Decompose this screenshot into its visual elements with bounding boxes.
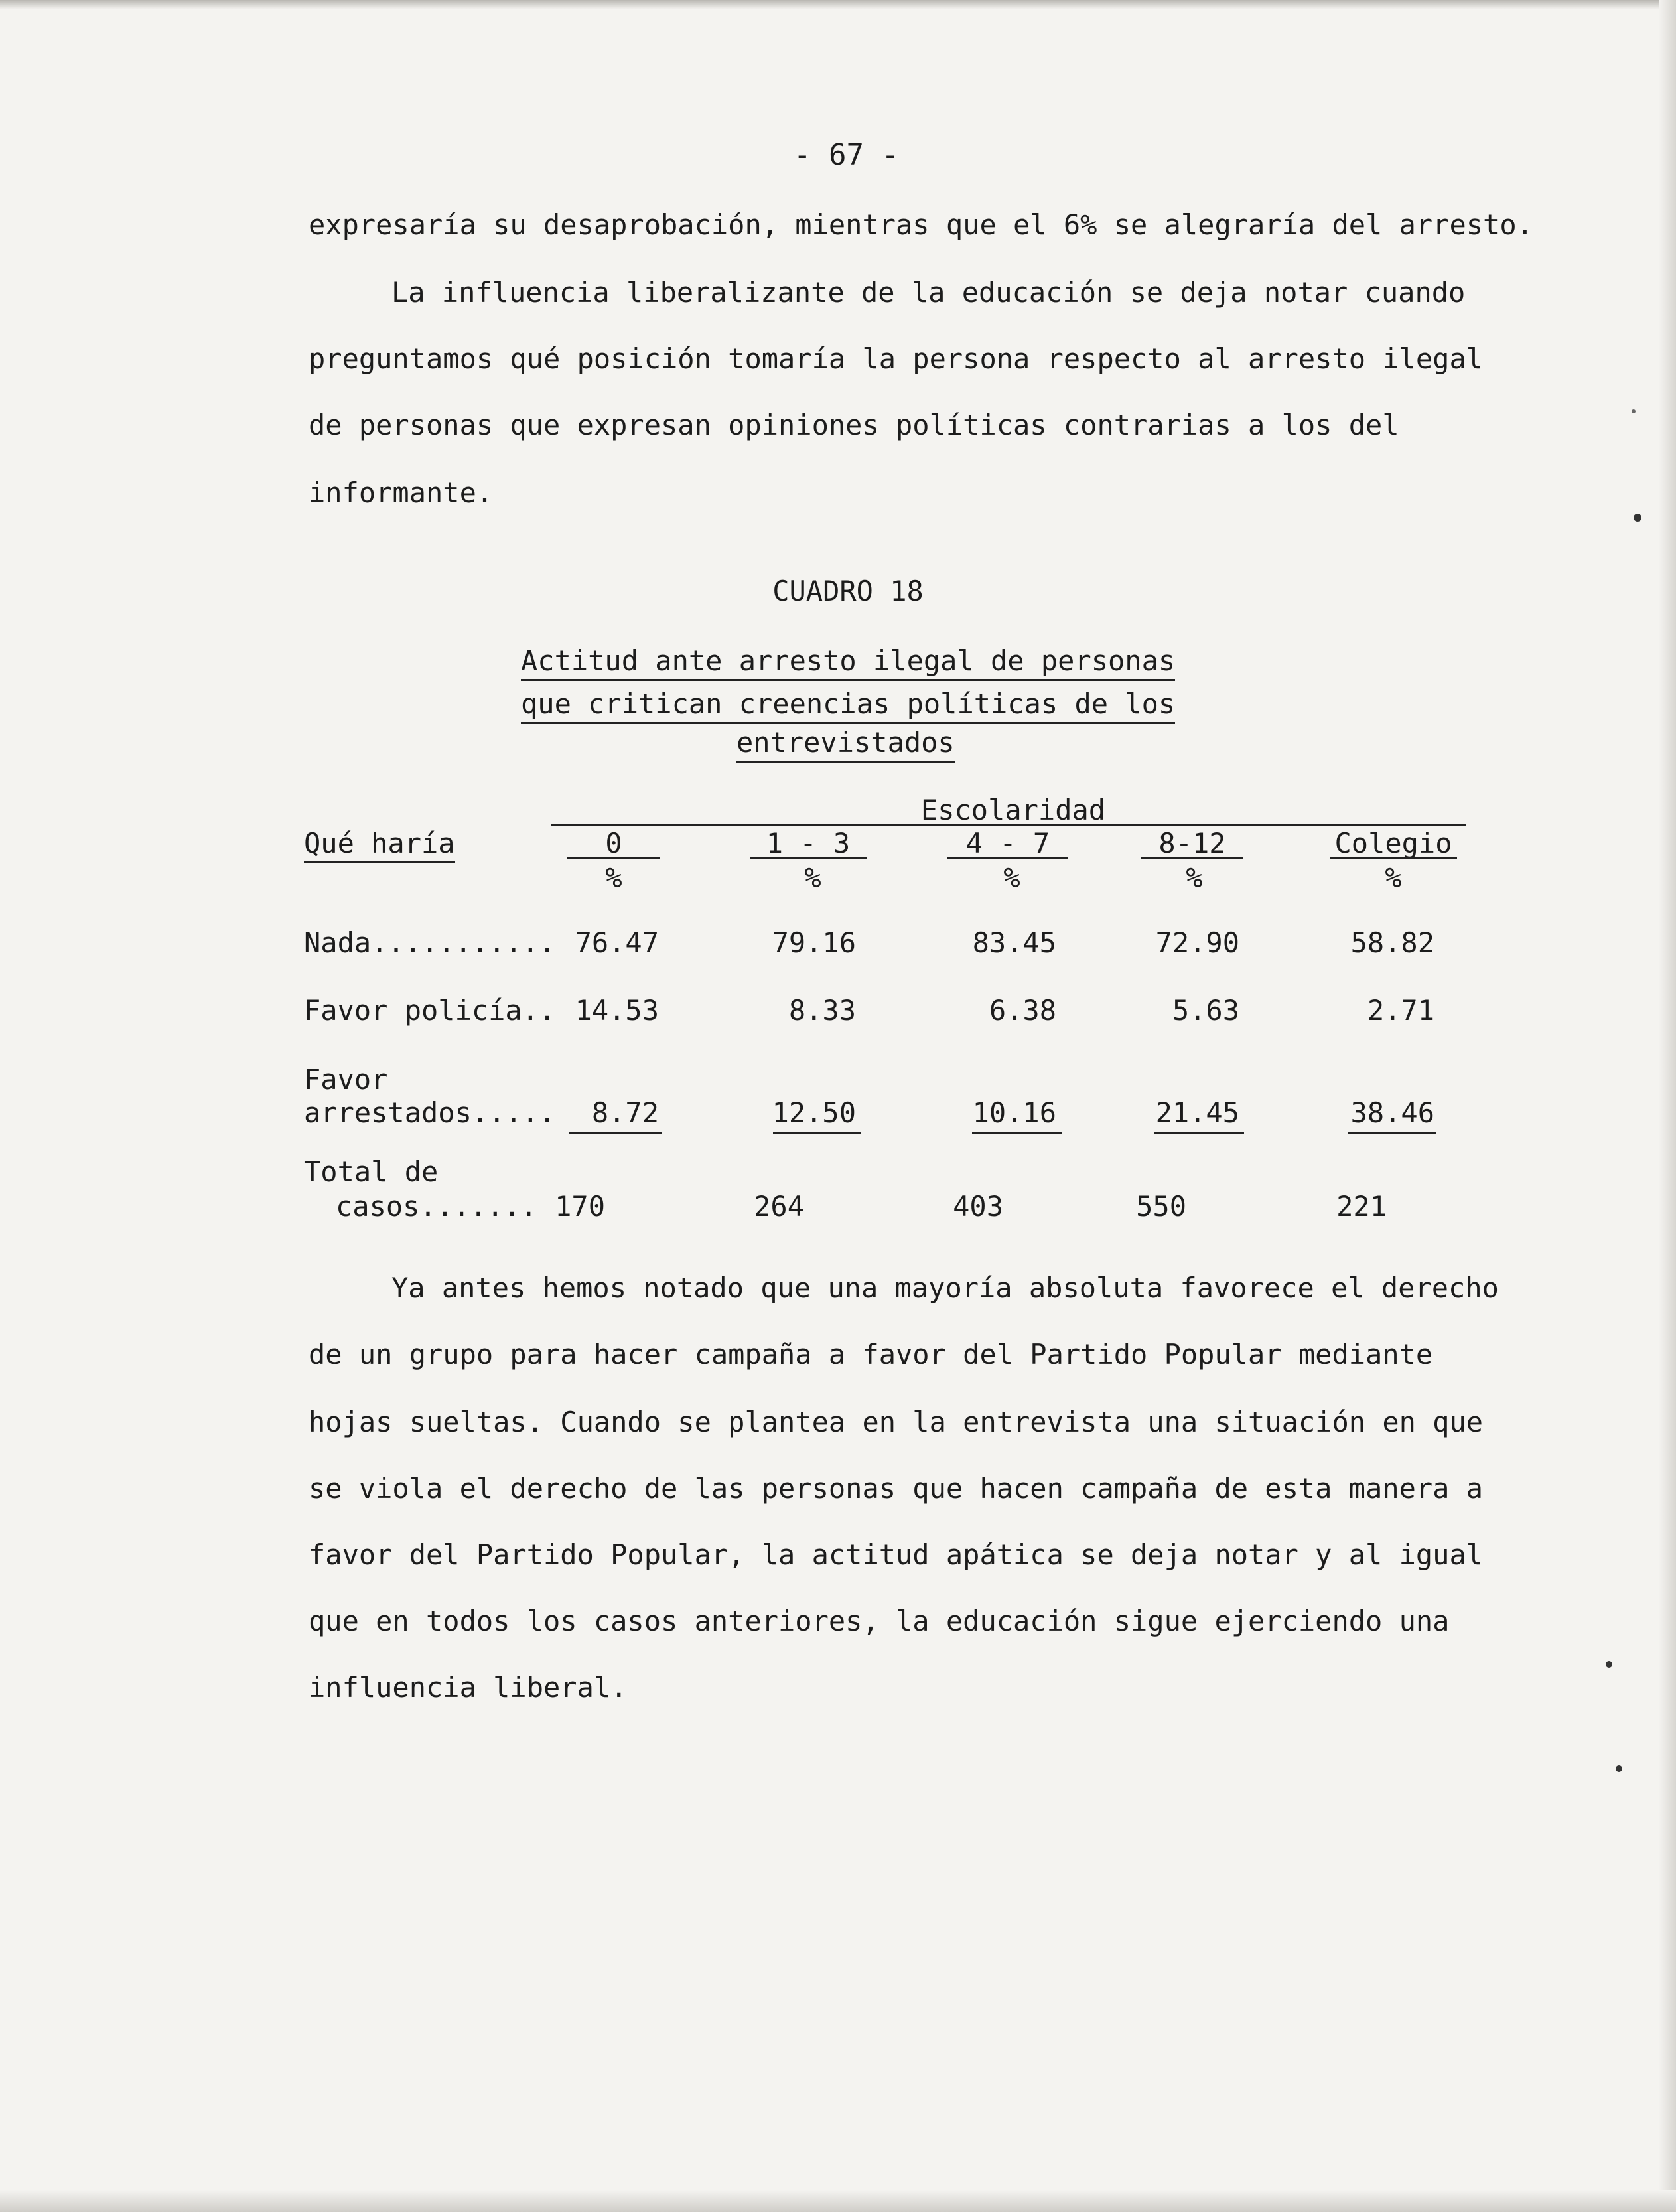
row-label-nada: Nada........... bbox=[304, 926, 556, 959]
table-cell: 170 bbox=[555, 1190, 605, 1222]
row-label-favor-arrestados: arrestados..... bbox=[304, 1096, 556, 1129]
row-label-favor-arrestados: Favor bbox=[304, 1063, 388, 1096]
table-cell: 6.38 bbox=[989, 994, 1056, 1027]
row-label-total-casos: Total de bbox=[304, 1155, 439, 1188]
table-cell: 21.45 bbox=[1155, 1096, 1239, 1129]
total-rule bbox=[1154, 1132, 1244, 1134]
unit-label: % bbox=[804, 861, 821, 894]
total-rule bbox=[773, 1132, 861, 1134]
table-cell: 72.90 bbox=[1155, 926, 1239, 959]
paragraph2-line: Ya antes hemos notado que una mayoría absoluta favorece el derecho bbox=[391, 1272, 1499, 1304]
column-header: 0 bbox=[605, 827, 622, 859]
unit-label: % bbox=[1385, 861, 1402, 894]
table-cell: 8.33 bbox=[788, 994, 856, 1027]
column-header: 1 - 3 bbox=[766, 827, 851, 859]
table-cell: 10.16 bbox=[972, 1096, 1056, 1129]
paragraph2-line: influencia liberal. bbox=[309, 1671, 628, 1704]
paragraph1-line: preguntamos qué posición tomaría la persona respecto al arresto ilegal bbox=[309, 342, 1484, 375]
row-label-total-casos: casos....... bbox=[336, 1190, 537, 1222]
header-rule bbox=[551, 824, 1466, 826]
table-cell: 221 bbox=[1336, 1190, 1387, 1222]
column-header: Colegio bbox=[1334, 827, 1452, 859]
table-cell: 5.63 bbox=[1172, 994, 1239, 1027]
column-rule bbox=[947, 857, 1068, 859]
table-title-line: Actitud ante arresto ilegal de personas bbox=[521, 647, 1175, 675]
table-cell: 403 bbox=[953, 1190, 1003, 1222]
unit-label: % bbox=[1186, 861, 1203, 894]
table-cell: 83.45 bbox=[972, 926, 1056, 959]
column-rule bbox=[1330, 857, 1457, 859]
table-title-line: que critican creencias políticas de los bbox=[521, 690, 1175, 718]
table-label: CUADRO 18 bbox=[772, 575, 924, 607]
unit-label: % bbox=[1003, 861, 1020, 894]
paragraph2-line: favor del Partido Popular, la actitud apática se deja notar y al igual bbox=[309, 1538, 1484, 1571]
column-rule bbox=[1141, 857, 1243, 859]
paragraph2-line: hojas sueltas. Cuando se plantea en la entrevista una situación en que bbox=[309, 1406, 1484, 1438]
column-rule bbox=[567, 857, 660, 859]
row-label-favor-policia: Favor policía.. bbox=[304, 994, 556, 1027]
table-cell: 12.50 bbox=[772, 1096, 856, 1129]
table-cell: 14.53 bbox=[575, 994, 659, 1027]
table-cell: 8.72 bbox=[591, 1096, 659, 1129]
table-cell: 2.71 bbox=[1367, 994, 1434, 1027]
column-header: 8-12 bbox=[1158, 827, 1226, 859]
table-cell: 550 bbox=[1136, 1190, 1186, 1222]
paragraph2-line: se viola el derecho de las personas que hacen campaña de esta manera a bbox=[309, 1472, 1484, 1505]
unit-label: % bbox=[605, 861, 622, 894]
table-cell: 264 bbox=[754, 1190, 804, 1222]
paragraph2-line: de un grupo para hacer campaña a favor del Partido Popular mediante bbox=[309, 1338, 1433, 1370]
table-cell: 79.16 bbox=[772, 926, 856, 959]
row-header: Qué haría bbox=[304, 830, 455, 857]
total-rule bbox=[1348, 1132, 1436, 1134]
paragraph1-line: La influencia liberalizante de la educación se deja notar cuando bbox=[391, 276, 1466, 309]
paragraph2-line: que en todos los casos anteriores, la educación sigue ejerciendo una bbox=[309, 1605, 1450, 1637]
total-rule bbox=[569, 1132, 662, 1134]
page-number: - 67 - bbox=[794, 138, 899, 172]
paragraph1-line: informante. bbox=[309, 477, 494, 509]
table-cell: 58.82 bbox=[1350, 926, 1434, 959]
paragraph1-line: de personas que expresan opiniones políticas contrarias a los del bbox=[309, 409, 1399, 441]
column-rule bbox=[750, 857, 867, 859]
table-cell: 76.47 bbox=[575, 926, 659, 959]
table-title-line: entrevistados bbox=[736, 729, 955, 757]
group-header-escolaridad: Escolaridad bbox=[920, 794, 1106, 826]
table-cell: 38.46 bbox=[1350, 1096, 1434, 1129]
column-header: 4 - 7 bbox=[965, 827, 1050, 859]
paragraph1-line: expresaría su desaprobación, mientras que el 6% se alegraría del arresto. bbox=[309, 208, 1533, 241]
total-rule bbox=[972, 1132, 1062, 1134]
